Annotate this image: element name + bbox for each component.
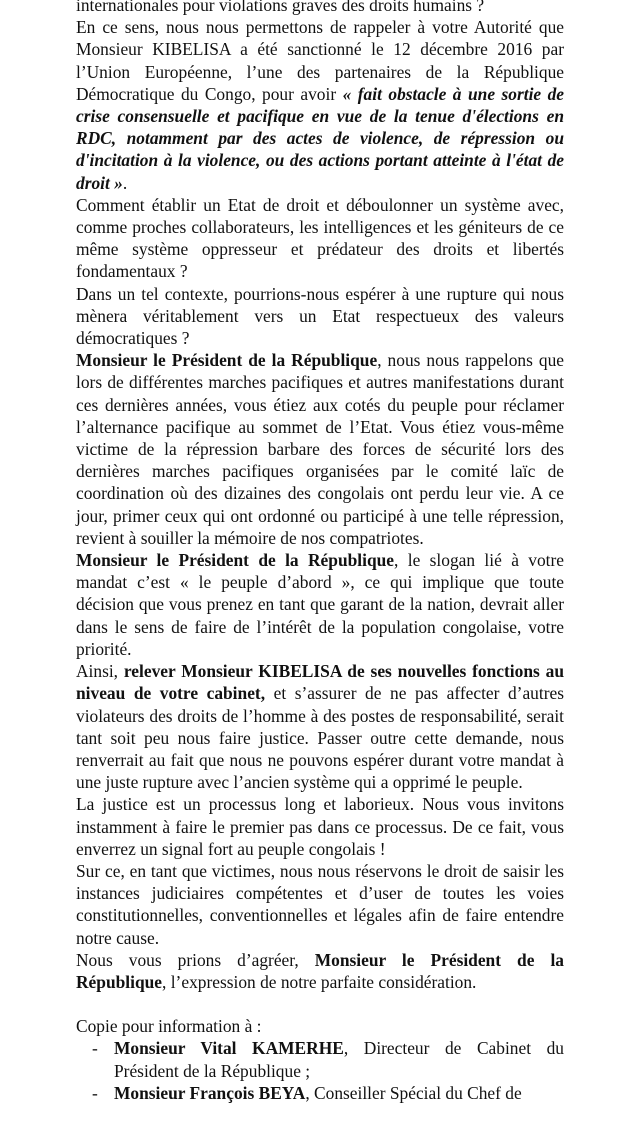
recipient-name: Monsieur François BEYA [114,1082,306,1103]
paragraph-6-text: et s’assurer de ne pas affecter d’autres violateurs des droits de l’homme à des postes de responsabilité, serait tant soit peu nous faire justice. Passer outre cette demande, nous renverrait au fait que nous ne pouvons espérer durant votre mandat à une juste rupture avec l’ancien système qui a opprimé le peuple. [76,683,564,793]
paragraph-1-text: En ce sens, nous nous permettons de rappeler à votre Autorité que Monsieur KIBELISA a été sanctionné le 12 décembre 2016 par l’Union Européenne, l’une des partenaires de la République Démocratique du Congo, pour avoir [76,17,564,104]
salutation-bold: Monsieur le Président de la République [76,949,564,992]
closing-text: , l’expression de notre parfaite considération. [162,971,477,992]
recipient-title: , Conseiller Spécial du Chef de [305,1082,522,1103]
paragraph-6 [76,660,564,793]
paragraph-4-text: , nous nous rappelons que lors de différentes marches pacifiques et autres manifestations durant ces dernières années, vous étiez aux cotés du peuple pour réclamer l’alternance pacifique au sommet de l’Etat. Vous étiez vous-même victime de la répression barbare des forces de sécurité lors des dernières marches pacifiques organisées par le comité laïc de coordination où des dizaines des congolais ont perdu leur vie. A ce jour, primer ceux qui ont ordonné ou participé à une telle répression, revient à souiller la mémoire de nos compatriotes. [76,350,564,548]
paragraph-6-start: Ainsi, [76,661,124,682]
copy-recipient [76,1082,564,1104]
list-dash: - [92,1038,98,1059]
salutation-bold: Monsieur le Président de la République [76,550,395,571]
closing-start: Nous vous prions d’agréer, [76,949,315,970]
paragraph-5 [76,549,564,660]
paragraph-1-end: . [122,172,128,193]
copy-recipient [76,1037,564,1081]
paragraph-3 [76,283,564,350]
paragraph-0 [76,0,564,16]
recipient-name: Monsieur Vital KAMERHE [114,1038,344,1059]
copies-heading: Copie pour information à : [76,1016,262,1037]
paragraph-5-text: , le slogan lié à votre mandat c’est « le peuple d’abord », ce qui implique que toute décision que vous prenez en tant que garant de la nation, devrait aller dans le sens de faire de l’intérêt de la population congolaise, votre priorité. [76,550,565,659]
paragraph-0-text: internationales pour violations graves des droits humains ? [76,0,485,15]
paragraph-4 [76,349,564,549]
paragraph-8 [76,860,564,949]
paragraph-7-text: La justice est un processus long et laborieux. Nous vous invitons instamment à faire le premier pas dans ce processus. De ce fait, vous enverrez un signal fort au peuple congolais ! [76,794,564,859]
paragraph-3-text: Dans un tel contexte, pourrions-nous espérer à une rupture qui nous mènera véritablement vers un Etat respectueux des valeurs démocratiques ? [76,283,564,349]
eu-sanction-quote: « fait obstacle à une sortie de crise consensuelle et pacifique en vue de la tenue d'élections en RDC, notamment par des actes de violence, de répression ou d'incitation à la violence, ou des actions portant atteinte à l'état de droit » [76,83,565,193]
paragraph-1 [76,16,564,194]
recipient-title: , Directeur de Cabinet du Président de la République ; [114,1038,564,1081]
letter-page [76,0,564,1104]
copies-list [76,1037,564,1104]
paragraph-2-text: Comment établir un Etat de droit et déboulonner un système avec, comme proches collaborateurs, les intelligences et les géniteurs de ce même système oppresseur et prédateur des droits et libertés fondamentaux ? [76,194,564,282]
spacer [76,993,564,1015]
request-bold: relever Monsieur KIBELISA de ses nouvelles fonctions au niveau de votre cabinet, [76,661,564,704]
salutation-bold: Monsieur le Président de la République [76,350,378,371]
closing-paragraph [76,949,564,993]
list-dash: - [92,1082,98,1103]
paragraph-7 [76,793,564,860]
paragraph-2 [76,194,564,283]
paragraph-8-text: Sur ce, en tant que victimes, nous nous réservons le droit de saisir les instances judiciaires compétentes et d’user de toutes les voies constitutionnelles, conventionnelles et légales afin de faire entendre notre cause. [76,860,564,948]
